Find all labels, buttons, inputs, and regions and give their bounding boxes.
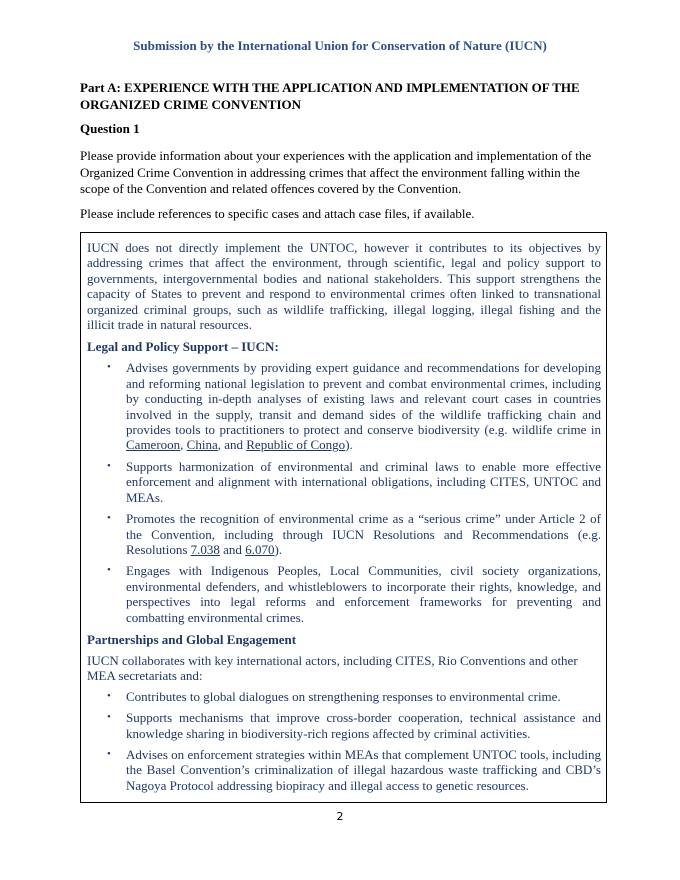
question-text: Please provide information about your experiences with the application and implementation of the Organized Crime Convention in addressing crimes that affect the environment falling within the scope of the Convention and related offences covered by the Convention. xyxy=(80,148,592,196)
link-resolution-6-070[interactable]: 6.070 xyxy=(245,541,275,557)
question-label: Question 1 xyxy=(80,121,140,136)
section-heading-partnerships: Partnerships and Global Engagement xyxy=(87,631,297,647)
bullet-text: Promotes the recognition of environmental crime as a “serious crime” under Article 2 of the Convention, including through IUCN Resolutions and Recommendations (e.g. Resolutions xyxy=(126,511,601,557)
bullet-text: Advises governments by providing expert guidance and recommendations for developing and reforming national legislation to prevent and combat environmental crimes, including by conducting in-depth analyses of existing laws and relevant court cases in countries involved in the supply, transit and demand sides of the wildlife trafficking chain and provides tools to practitioners to protect and conserve biodiversity (e.g. wildlife crime in xyxy=(126,360,601,438)
page-number: 2 xyxy=(336,810,344,823)
response-intro: IUCN does not directly implement the UNTOC, however it contributes to its objectives by addressing crimes that affect the environment, through scientific, legal and policy support to governments, intergovernmental bodies and national stakeholders. This support strengthens the capacity of States to prevent and respond to environmental crimes often linked to transnational organized criminal groups, such as wildlife trafficking, illegal logging, illegal fishing and the illicit trade in natural resources. xyxy=(87,240,601,333)
bullet-text: Advises on enforcement strategies within MEAs that complement UNTOC tools, including the Basel Convention’s criminalization of illegal hazardous waste trafficking and CBD’s Nagoya Protocol addressing biopiracy and illegal access to genetic resources. xyxy=(126,746,601,793)
document-header: Submission by the International Union for Conservation of Nature (IUCN) xyxy=(133,38,547,53)
list-item xyxy=(87,710,601,741)
bullet-icon: • xyxy=(107,564,111,577)
bullet-text: Supports mechanisms that improve cross-border cooperation, technical assistance and knowledge sharing in biodiversity-rich regions affected by criminal activities. xyxy=(126,710,601,741)
list-item xyxy=(87,563,601,625)
link-republic-of-congo[interactable]: Republic of Congo xyxy=(246,437,346,453)
list-item xyxy=(87,689,601,704)
separator: and xyxy=(219,541,246,557)
link-cameroon[interactable]: Cameroon xyxy=(126,437,181,453)
list-item xyxy=(87,360,601,452)
bullet-icon: • xyxy=(107,361,111,374)
partnerships-list xyxy=(87,689,601,793)
bullet-icon: • xyxy=(107,459,111,472)
list-item xyxy=(87,511,601,557)
bullet-end: ). xyxy=(345,437,353,453)
bullet-icon: • xyxy=(107,512,111,525)
list-item xyxy=(87,459,601,505)
bullet-text: Contributes to global dialogues on strengthening responses to environmental crime. xyxy=(126,688,561,704)
link-china[interactable]: China xyxy=(186,437,218,453)
bullet-icon: • xyxy=(107,711,111,724)
separator: , xyxy=(180,437,187,453)
bullet-icon: • xyxy=(107,689,111,702)
legal-support-list xyxy=(87,360,601,625)
bullet-text: Engages with Indigenous Peoples, Local Communities, civil society organizations, environmental defenders, and whistleblowers to incorporate their rights, knowledge, and perspectives into legal reforms and enforcement frameworks for preventing and combatting environmental crimes. xyxy=(126,563,601,625)
bullet-text: Supports harmonization of environmental and criminal laws to enable more effective enforcement and alignment with international obligations, including CITES, UNTOC and MEAs. xyxy=(126,458,601,505)
part-a-heading: Part A: EXPERIENCE WITH THE APPLICATION AND IMPLEMENTATION OF THE ORGANIZED CRIME CONVENTION xyxy=(80,80,580,112)
section-heading-legal: Legal and Policy Support – IUCN: xyxy=(87,339,279,355)
separator: , and xyxy=(217,437,247,453)
list-item xyxy=(87,747,601,793)
bullet-icon: • xyxy=(107,747,111,760)
question-instruction: Please include references to specific cases and attach case files, if available. xyxy=(80,206,475,221)
response-box xyxy=(80,232,607,803)
bullet-end: ). xyxy=(274,541,283,557)
link-resolution-7-038[interactable]: 7.038 xyxy=(190,541,220,557)
partnerships-intro: IUCN collaborates with key international actors, including CITES, Rio Conventions and other MEA secretariats and: xyxy=(87,652,578,684)
